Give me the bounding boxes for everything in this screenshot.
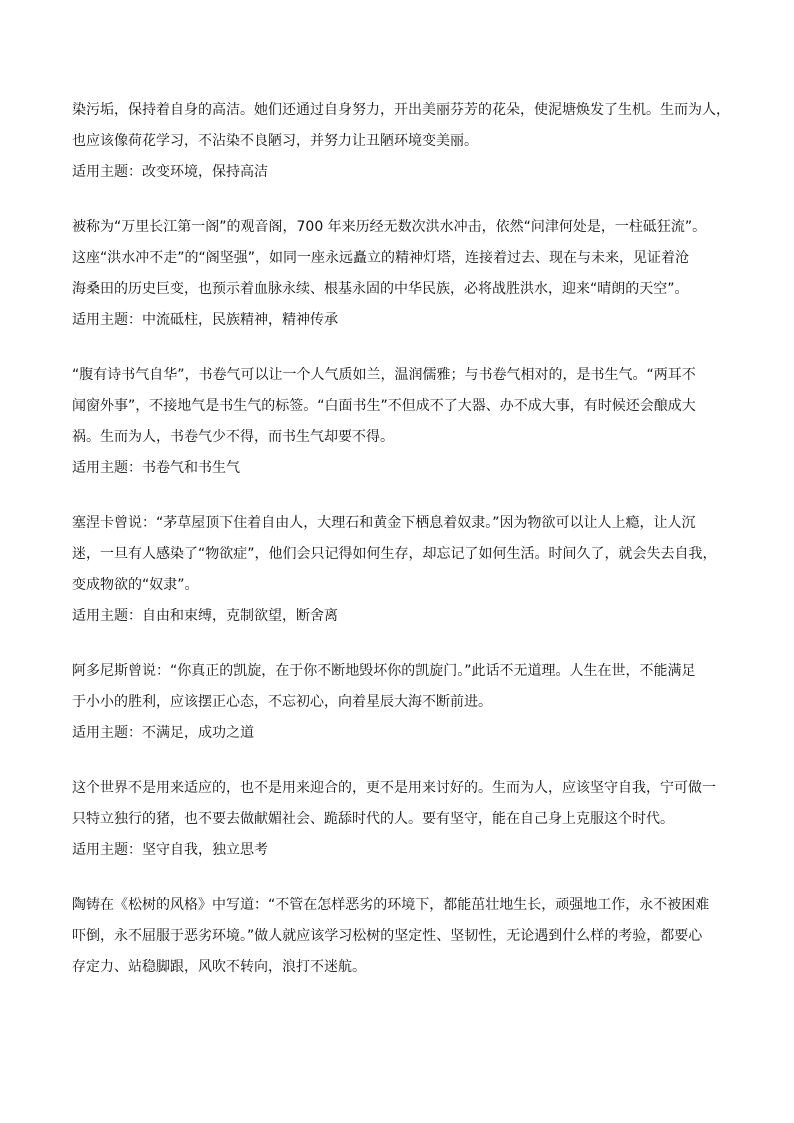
paragraph-line: 染污垢，保持着自身的高洁。她们还通过自身努力，开出美丽芬芳的花朵，使泥塘焕发了生机。生而为人， (72, 102, 730, 118)
paragraph-line: 这个世界不是用来适应的，也不是用来迎合的，更不是用来讨好的。生而为人，应该坚守自我，宁可做一 (72, 780, 716, 796)
paragraph-line: 迷，一旦有人感染了“物欲症”，他们会只记得如何生存，却忘记了如何生活。时间久了，就会失去自我， (72, 546, 717, 562)
topic-label: 适用主题：坚守自我，独立思考 (72, 842, 268, 858)
entry-paragraph (72, 508, 740, 601)
topic-label: 适用主题：自由和束缚，克制欲望，断舍离 (72, 608, 338, 624)
entry-6 (72, 773, 740, 866)
paragraph-line: 阿多尼斯曾说：“你真正的凯旋，在于你不断地毁坏你的凯旋门。”此话不无道理。人生在世，不能满足 (72, 663, 696, 679)
entry-paragraph (72, 95, 740, 157)
paragraph-line: 这座“洪水冲不走”的“阁坚强”，如同一座永远矗立的精神灯塔，连接着过去、现在与未来，见证着沧 (72, 250, 690, 266)
entry-1 (72, 95, 740, 188)
entry-paragraph (72, 212, 740, 305)
document-page (72, 95, 740, 1007)
topic-label: 适用主题：改变环境，保持高洁 (72, 164, 268, 180)
paragraph-line: 于小小的胜利，应该摆正心态，不忘初心，向着星辰大海不断前进。 (72, 694, 492, 710)
paragraph-line: 陶铸在《松树的风格》中写道：“不管在怎样恶劣的环境下，都能茁壮地生长，顽强地工作，永不被困难 (72, 897, 710, 913)
paragraph-line: 吓倒，永不屈服于恶劣环境。”做人就应该学习松树的坚定性、坚韧性，无论遇到什么样的考验，都要心 (72, 928, 703, 944)
entry-3 (72, 360, 740, 484)
entry-2 (72, 212, 740, 336)
entry-paragraph (72, 656, 740, 718)
paragraph-line: 变成物欲的“奴隶”。 (72, 577, 199, 593)
paragraph-line: 也应该像荷花学习，不沾染不良陋习，并努力让丑陋环境变美丽。 (72, 133, 478, 149)
paragraph-line: 海桑田的历史巨变，也预示着血脉永续、根基永固的中华民族，必将战胜洪水，迎来“晴朗的天空”。 (72, 281, 689, 297)
entry-paragraph (72, 360, 740, 453)
paragraph-line: 被称为“万里长江第一阁”的观音阁，700 年来历经无数次洪水冲击，依然“问津何处是，一柱砥狂流”。 (72, 219, 707, 235)
paragraph-line: “腹有诗书气自华”，书卷气可以让一个人气质如兰，温润儒雅；与书卷气相对的，是书生气。“两耳不 (72, 367, 696, 383)
paragraph-line: 只特立独行的猪，也不要去做献媚社会、跪舔时代的人。要有坚守，能在自己身上克服这个时代。 (72, 811, 674, 827)
entry-4 (72, 508, 740, 632)
entry-5 (72, 656, 740, 749)
paragraph-line: 祸。生而为人，书卷气少不得，而书生气却要不得。 (72, 429, 394, 445)
paragraph-line: 存定力、站稳脚跟，风吹不转向，浪打不迷航。 (72, 959, 366, 975)
paragraph-line: 塞涅卡曾说：“茅草屋顶下住着自由人，大理石和黄金下栖息着奴隶。”因为物欲可以让人上瘾，让人沉 (72, 515, 696, 531)
paragraph-line: 闻窗外事”，不接地气是书生气的标签。“白面书生”不但成不了大器、办不成大事，有时候还会酿成大 (72, 398, 696, 414)
entry-paragraph (72, 890, 740, 983)
topic-label: 适用主题：不满足，成功之道 (72, 725, 254, 741)
topic-label: 适用主题：中流砥柱，民族精神，精神传承 (72, 312, 338, 328)
entry-7 (72, 890, 740, 983)
entry-paragraph (72, 773, 740, 835)
topic-label: 适用主题：书卷气和书生气 (72, 460, 240, 476)
